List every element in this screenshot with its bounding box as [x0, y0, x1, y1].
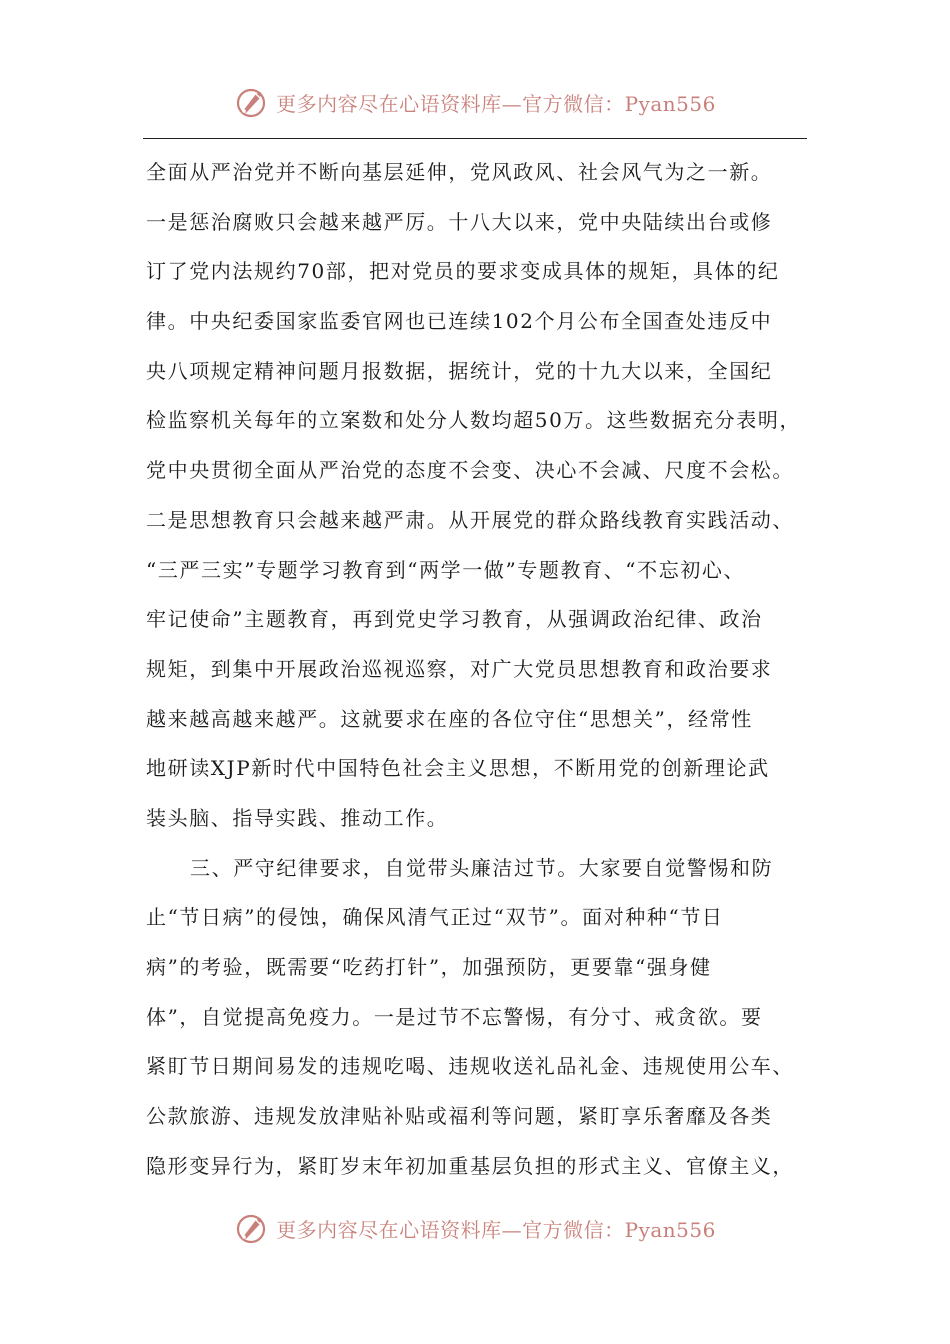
text-line: 病”的考验，既需要“吃药打针”，加强预防，更要靠“强身健 — [146, 955, 712, 979]
text-line: 全面从严治党并不断向基层延伸，党风政风、社会风气为之一新。 — [146, 160, 773, 184]
text-line: 党中央贯彻全面从严治党的态度不会变、决心不会减、尺度不会松。 — [146, 458, 794, 483]
header-divider — [143, 138, 807, 139]
text-line: 地研读XJP新时代中国特色社会主义思想，不断用党的创新理论武 — [146, 756, 770, 781]
text-line: 检监察机关每年的立案数和处分人数均超50万。这些数据充分表明， — [146, 408, 802, 433]
header-watermark-banner — [0, 80, 950, 124]
text-line: 装头脑、指导实践、推动工作。 — [146, 805, 449, 830]
text-line: 二是思想教育只会越来越严肃。从开展党的群众路线教育实践活动、 — [146, 507, 794, 532]
pen-nib-logo-icon — [234, 1210, 270, 1246]
document-body — [146, 148, 826, 1191]
text-line: 紧盯节日期间易发的违规吃喝、违规收送礼品礼金、违规使用公车、 — [146, 1054, 794, 1079]
text-line: 央八项规定精神问题月报数据，据统计，党的十九大以来，全国纪 — [146, 358, 773, 383]
text-line: 规矩，到集中开展政治巡视巡察，对广大党员思想教育和政治要求 — [146, 656, 773, 681]
text-line: “三严三实”专题学习教育到“两学一做”专题教育、“不忘初心、 — [146, 557, 746, 582]
text-line: 牢记使命”主题教育，再到党史学习教育，从强调政治纪律、政治 — [146, 607, 763, 632]
footer-watermark-text: 更多内容尽在心语资料库—官方微信：Pyan556 — [276, 1217, 716, 1242]
footer-watermark-banner — [0, 1206, 950, 1250]
text-line: 隐形变异行为，紧盯岁末年初加重基层负担的形式主义、官僚主义， — [146, 1153, 794, 1178]
text-line: 越来越高越来越严。这就要求在座的各位守住“思想关”，经常性 — [146, 706, 753, 731]
pen-nib-logo-icon — [234, 84, 270, 120]
text-line: 公款旅游、违规发放津贴补贴或福利等问题，紧盯享乐奢靡及各类 — [146, 1104, 773, 1129]
text-line: 体”，自觉提高免疫力。一是过节不忘警惕，有分寸、戒贪欲。要 — [146, 1004, 763, 1029]
text-line: 律。中央纪委国家监委官网也已连续102个月公布全国查处违反中 — [146, 309, 773, 334]
text-line: 止“节日病”的侵蚀，确保风清气正过“双节”。面对种种“节日 — [146, 905, 724, 930]
header-watermark-text: 更多内容尽在心语资料库—官方微信：Pyan556 — [276, 91, 716, 116]
text-line: 一是惩治腐败只会越来越严厉。十八大以来，党中央陆续出台或修 — [146, 209, 773, 234]
section-heading-line: 三、严守纪律要求，自觉带头廉洁过节。大家要自觉警惕和防 — [190, 855, 774, 880]
text-line: 订了党内法规约70部，把对党员的要求变成具体的规矩，具体的纪 — [146, 259, 780, 284]
